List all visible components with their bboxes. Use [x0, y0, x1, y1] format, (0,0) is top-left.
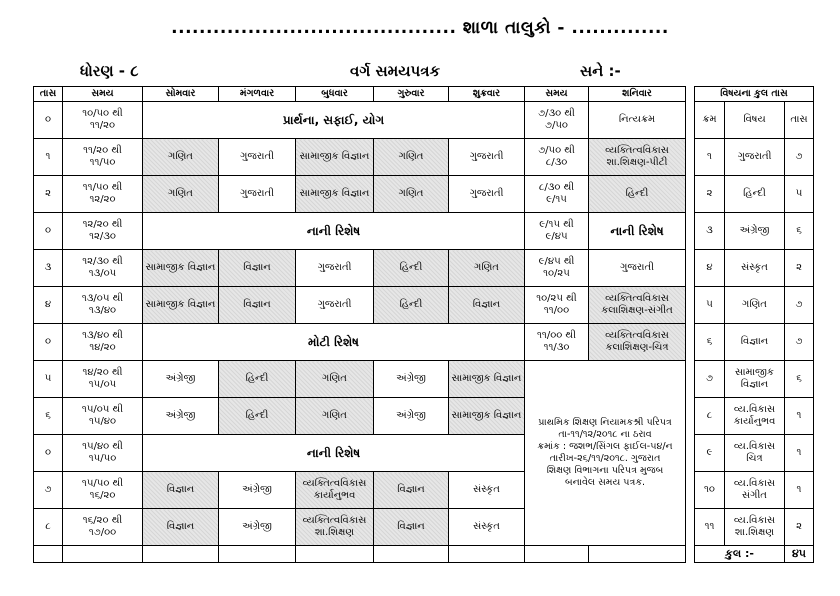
subject-cell: સામાજીક વિજ્ઞાન [143, 287, 219, 324]
saturday-time: ૯/૪૫ થી ૧૦/૨૫ [525, 250, 589, 287]
subject-cell: વિજ્ઞાન [449, 287, 525, 324]
period-number: ૨ [34, 176, 63, 213]
subject-cell: ગુજરાતી [296, 250, 374, 287]
subject-cell: હિન્દી [374, 250, 449, 287]
break-cell: મોટી રિશેષ [143, 324, 525, 361]
empty-cell [296, 546, 374, 563]
col-header-subject-total: વિષયના કુલ તાસ [695, 87, 814, 102]
break-cell: નાની રિશેષ [143, 435, 525, 472]
spacer [686, 287, 695, 324]
subject-cell: સામાજીક વિજ્ઞાન [296, 139, 374, 176]
subject-cell: અંગ્રેજી [143, 361, 219, 398]
subject-cell: વ્યક્તિત્વવિકાસ કાર્યાનુભવ [296, 472, 374, 509]
subject-count: ૬ [785, 213, 814, 250]
subject-cell: વિજ્ઞાન [219, 287, 296, 324]
spacer [686, 509, 695, 546]
saturday-time: ૯/૧૫ થી ૯/૪૫ [525, 213, 589, 250]
period-time: ૧૫/૪૦ થી ૧૫/૫૦ [63, 435, 143, 472]
year-label: સને :- [580, 62, 621, 80]
subject-cell: સામાજીક વિજ્ઞાન [296, 176, 374, 213]
subject-count: ૫ [785, 176, 814, 213]
table-row [34, 139, 814, 176]
subject-cell: ગુજરાતી [449, 176, 525, 213]
table-row [34, 398, 814, 435]
subject-count: ૨ [785, 250, 814, 287]
saturday-cell: નિત્યક્રમ [589, 102, 686, 139]
period-time: ૧૦/૫૦ થી ૧૧/૨૦ [63, 102, 143, 139]
subject-name: વ્ય.વિકાસ કાર્યાનુભવ [725, 398, 785, 435]
subject-cell: હિન્દી [219, 361, 296, 398]
period-number: ૮ [34, 509, 63, 546]
subject-name: વ્ય.વિકાસ શા.શિક્ષણ [725, 509, 785, 546]
subject-count: ૬ [785, 361, 814, 398]
saturday-time: ૮/૩૦ થી ૯/૧૫ [525, 176, 589, 213]
period-number: ૧ [34, 139, 63, 176]
saturday-cell: ગુજરાતી [589, 250, 686, 287]
spacer [686, 361, 695, 398]
subject-no: ૩ [695, 213, 725, 250]
subject-cell: ગણિત [296, 398, 374, 435]
subject-cell: ગણિત [374, 176, 449, 213]
period-time: ૧૫/૦૫ થી ૧૫/૪૦ [63, 398, 143, 435]
empty-cell [589, 546, 686, 563]
subject-cell: અંગ્રેજી [374, 361, 449, 398]
period-number: ૬ [34, 398, 63, 435]
empty-cell [219, 546, 296, 563]
table-row [34, 435, 814, 472]
spacer [686, 546, 695, 563]
period-time: ૧૪/૨૦ થી ૧૫/૦૫ [63, 361, 143, 398]
subject-cell: ગુજરાતી [296, 287, 374, 324]
empty-cell [449, 546, 525, 563]
table-row [34, 250, 814, 287]
subject-no: ૧૦ [695, 472, 725, 509]
period-number: ૭ [34, 472, 63, 509]
empty-cell [34, 546, 63, 563]
subject-cell: ગુજરાતી [219, 176, 296, 213]
subject-name: સામાજીક વિજ્ઞાન [725, 361, 785, 398]
subject-count: ૭ [785, 139, 814, 176]
col-header-thursday: ગુરુવાર [374, 87, 449, 102]
subject-cell: અંગ્રેજી [219, 509, 296, 546]
spacer [686, 472, 695, 509]
subject-count: ૧ [785, 435, 814, 472]
subject-subhead-no: ક્રમ [695, 102, 725, 139]
period-number: ૫ [34, 361, 63, 398]
spacer [686, 398, 695, 435]
total-value: ૪૫ [785, 546, 814, 563]
period-number: ૦ [34, 213, 63, 250]
subject-cell: સામાજીક વિજ્ઞાન [449, 398, 525, 435]
table-row [34, 509, 814, 546]
subject-name: વ્ય.વિકાસ સંગીત [725, 472, 785, 509]
spacer [686, 324, 695, 361]
subject-name: ગુજરાતી [725, 139, 785, 176]
total-label: કુલ :- [695, 546, 785, 563]
table-row [34, 361, 814, 398]
period-number: ૦ [34, 102, 63, 139]
empty-cell [525, 546, 589, 563]
subject-name: વ્ય.વિકાસ ચિત્ર [725, 435, 785, 472]
saturday-time: ૭/૩૦ થી ૭/૫૦ [525, 102, 589, 139]
circular-note: પ્રાથમિક શિક્ષણ નિયામકશ્રી પરિપત્ર તા-૧૧/૧૨/૨૦૧૮ ના ઠરાવ ક્રમાંક : જશભ/સિંગલ ફાઈલ-૫૪/ન તારીખ-૨૬/૧૧/૨૦૧૮. ગુજરાત શિક્ષણ વિભાગના પરિપત્ર મુજબ બનાવેલ સમય પત્રક. [525, 361, 686, 546]
subject-cell: અંગ્રેજી [374, 398, 449, 435]
subject-count: ૭ [785, 324, 814, 361]
total-row [34, 546, 814, 563]
subject-no: ૯ [695, 435, 725, 472]
subject-cell: ગુજરાતી [219, 139, 296, 176]
col-header-time: સમય [63, 87, 143, 102]
col-header-period: તાસ [34, 87, 63, 102]
period-time: ૧૩/૦૫ થી ૧૩/૪૦ [63, 287, 143, 324]
period-time: ૧૩/૪૦ થી ૧૪/૨૦ [63, 324, 143, 361]
period-number: ૪ [34, 287, 63, 324]
subject-count: ૧ [785, 472, 814, 509]
col-header-friday: શુક્રવાર [449, 87, 525, 102]
subject-cell: સામાજીક વિજ્ઞાન [449, 361, 525, 398]
subject-cell: હિન્દી [374, 287, 449, 324]
subject-cell: વિજ્ઞાન [143, 509, 219, 546]
subject-no: ૬ [695, 324, 725, 361]
table-row [34, 472, 814, 509]
period-time: ૧૫/૫૦ થી ૧૬/૨૦ [63, 472, 143, 509]
subject-name: ગણિત [725, 287, 785, 324]
col-header-monday: સોમવાર [143, 87, 219, 102]
subject-count: ૭ [785, 287, 814, 324]
subject-no: ૧૧ [695, 509, 725, 546]
subject-cell: ગણિત [374, 139, 449, 176]
table-row [34, 324, 814, 361]
spacer [686, 87, 695, 102]
break-cell: નાની રિશેષ [143, 213, 525, 250]
empty-cell [143, 546, 219, 563]
saturday-cell: વ્યક્તિત્વવિકાસ શા.શિક્ષણ-પીટી [589, 139, 686, 176]
subject-cell: વ્યક્તિત્વવિકાસ શા.શિક્ષણ [296, 509, 374, 546]
subject-cell: વિજ્ઞાન [374, 509, 449, 546]
spacer [686, 176, 695, 213]
period-time: ૧૨/૨૦ થી ૧૨/૩૦ [63, 213, 143, 250]
subject-cell: હિન્દી [219, 398, 296, 435]
saturday-time: ૧૧/૦૦ થી ૧૧/૩૦ [525, 324, 589, 361]
subject-cell: અંગ્રેજી [219, 472, 296, 509]
break-cell: પ્રાર્થના, સફાઈ, યોગ [143, 102, 525, 139]
spacer [686, 435, 695, 472]
col-header-saturday: શનિવાર [589, 87, 686, 102]
spacer [686, 250, 695, 287]
subject-no: ૧ [695, 139, 725, 176]
spacer [686, 102, 695, 139]
period-time: ૧૧/૨૦ થી ૧૧/૫૦ [63, 139, 143, 176]
saturday-time: ૧૦/૨૫ થી ૧૧/૦૦ [525, 287, 589, 324]
subject-no: ૭ [695, 361, 725, 398]
table-row [34, 176, 814, 213]
school-title: ......................................... શાળા તાલુકો - .............. [171, 18, 669, 38]
subject-cell: ગણિત [143, 176, 219, 213]
period-number: ૦ [34, 435, 63, 472]
saturday-cell: નાની રિશેષ [589, 213, 686, 250]
empty-cell [63, 546, 143, 563]
subject-cell: અંગ્રેજી [143, 398, 219, 435]
subject-no: ૪ [695, 250, 725, 287]
period-time: ૧૬/૨૦ થી ૧૭/૦૦ [63, 509, 143, 546]
timetable-title: વર્ગ સમયપત્રક [350, 62, 441, 80]
saturday-cell: વ્યક્તિત્વવિકાસ કલાશિક્ષણ-સંગીત [589, 287, 686, 324]
empty-cell [374, 546, 449, 563]
subject-no: ૮ [695, 398, 725, 435]
subject-name: વિજ્ઞાન [725, 324, 785, 361]
period-number: ૩ [34, 250, 63, 287]
subject-no: ૨ [695, 176, 725, 213]
subject-name: સંસ્કૃત [725, 250, 785, 287]
subject-cell: ગણિત [449, 250, 525, 287]
subject-cell: ગણિત [143, 139, 219, 176]
saturday-cell: વ્યક્તિત્વવિકાસ કલાશિક્ષણ-ચિત્ર [589, 324, 686, 361]
standard-label: ધોરણ - ૮ [80, 62, 139, 80]
subject-subhead-name: વિષય [725, 102, 785, 139]
col-header-wednesday: બુધવાર [296, 87, 374, 102]
subject-subhead-count: તાસ [785, 102, 814, 139]
subject-cell: વિજ્ઞાન [219, 250, 296, 287]
spacer [686, 139, 695, 176]
subject-cell: સંસ્કૃત [449, 509, 525, 546]
period-time: ૧૨/૩૦ થી ૧૩/૦૫ [63, 250, 143, 287]
subject-no: ૫ [695, 287, 725, 324]
subject-name: હિન્દી [725, 176, 785, 213]
subject-name: અંગ્રેજી [725, 213, 785, 250]
table-row [34, 102, 814, 139]
subject-cell: સંસ્કૃત [449, 472, 525, 509]
period-time: ૧૧/૫૦ થી ૧૨/૨૦ [63, 176, 143, 213]
table-row [34, 213, 814, 250]
col-header-sat-time: સમય [525, 87, 589, 102]
subject-cell: ગુજરાતી [449, 139, 525, 176]
table-row [34, 287, 814, 324]
spacer [686, 213, 695, 250]
saturday-cell: હિન્દી [589, 176, 686, 213]
subject-cell: ગણિત [296, 361, 374, 398]
timetable [33, 86, 814, 563]
subject-count: ૨ [785, 509, 814, 546]
subject-cell: વિજ્ઞાન [374, 472, 449, 509]
subject-count: ૧ [785, 398, 814, 435]
saturday-time: ૭/૫૦ થી ૮/૩૦ [525, 139, 589, 176]
period-number: ૦ [34, 324, 63, 361]
subject-cell: સામાજીક વિજ્ઞાન [143, 250, 219, 287]
subject-cell: વિજ્ઞાન [143, 472, 219, 509]
col-header-tuesday: મંગળવાર [219, 87, 296, 102]
